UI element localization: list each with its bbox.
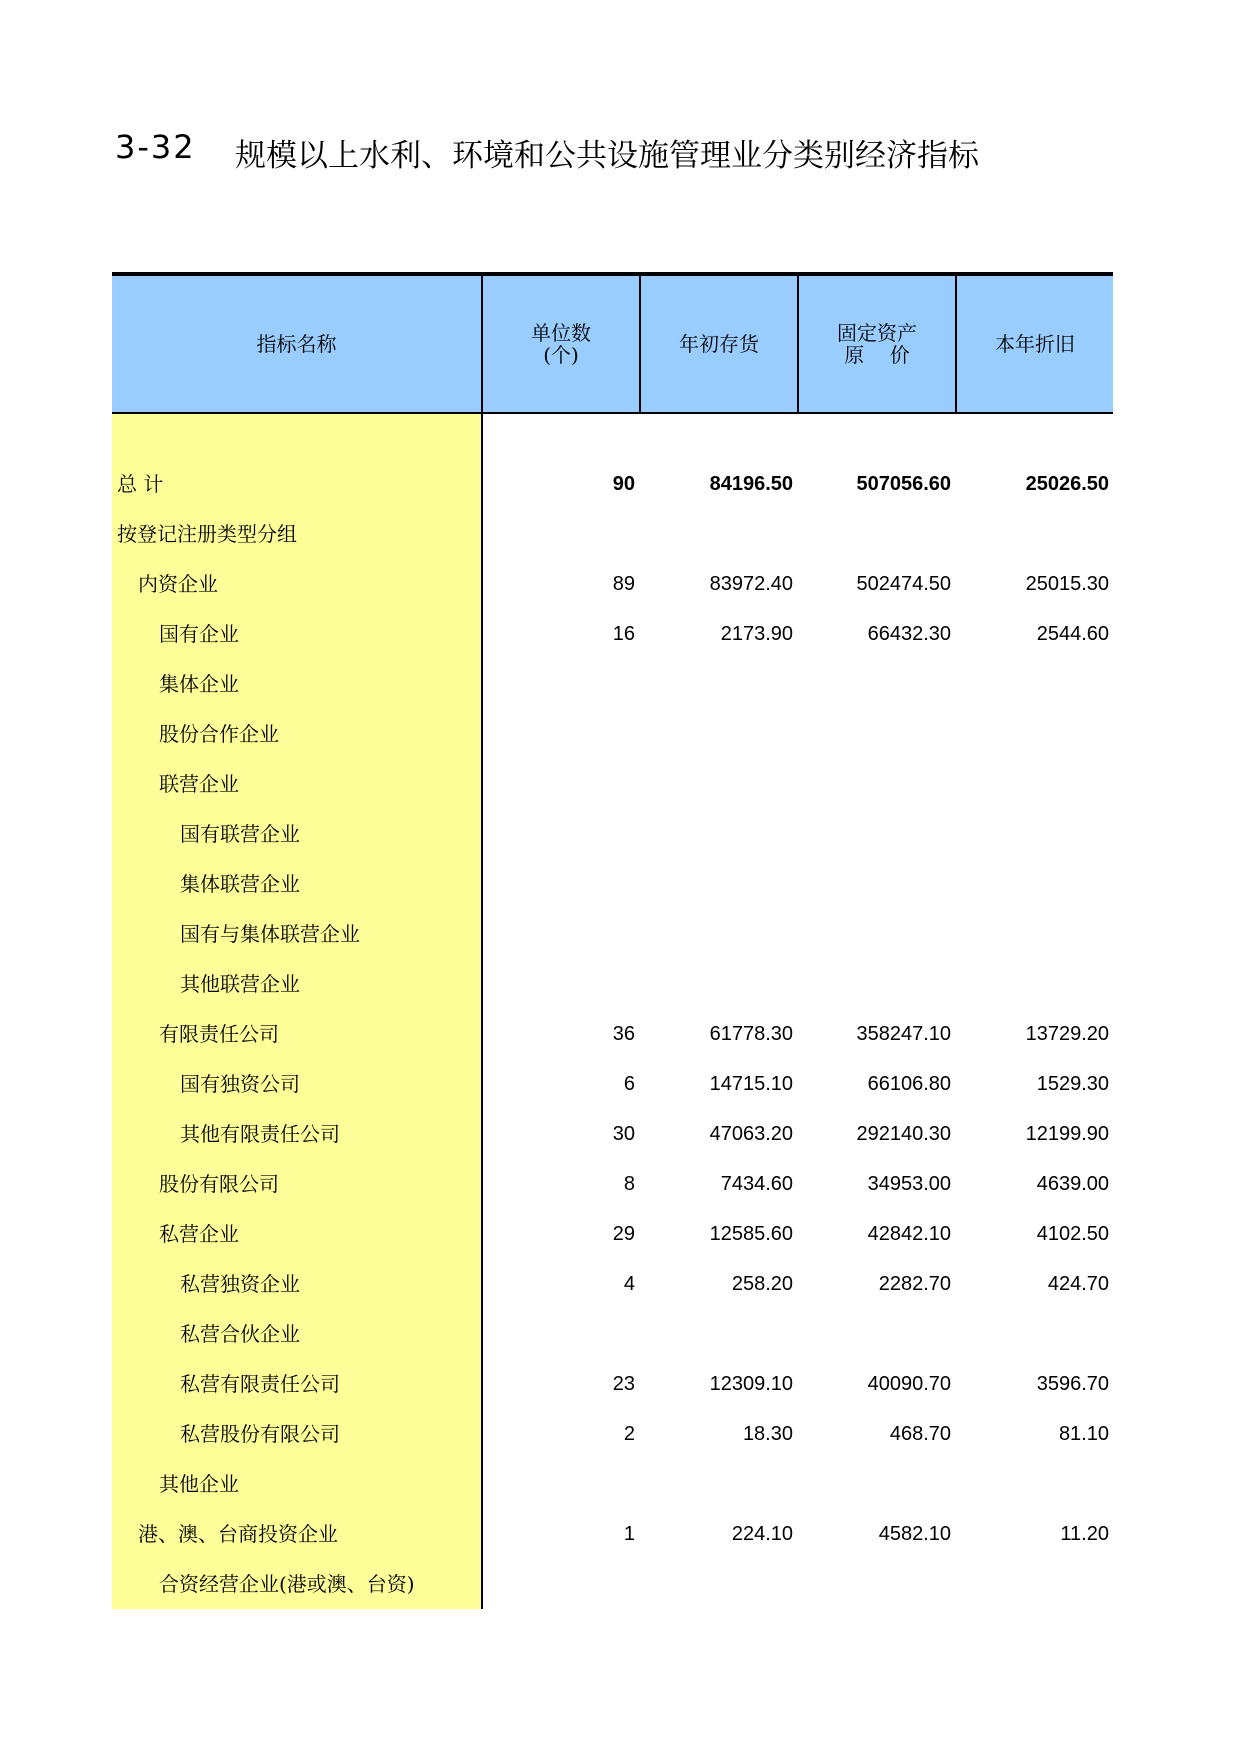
table-row xyxy=(112,1409,1113,1459)
cell-inventory: 7434.60 xyxy=(720,1173,793,1195)
table-row xyxy=(112,559,1113,609)
cell-inventory xyxy=(641,659,793,709)
header-indicator-name: 指标名称 xyxy=(256,332,337,356)
cell-fixed-assets xyxy=(799,859,951,909)
cell-depreciation xyxy=(957,1459,1109,1509)
cell-depreciation xyxy=(957,1559,1109,1609)
row-label: 私营合伙企业 xyxy=(180,1322,300,1346)
header-inventory: 年初存货 xyxy=(679,332,759,356)
row-label: 股份有限公司 xyxy=(159,1172,279,1196)
cell-units: 6 xyxy=(623,1073,635,1095)
cell-depreciation: 25015.30 xyxy=(1025,573,1109,595)
cell-fixed-assets: 502474.50 xyxy=(856,573,951,595)
table-row xyxy=(112,709,1113,759)
cell-depreciation: 2544.60 xyxy=(1036,623,1109,645)
cell-fixed-assets xyxy=(799,759,951,809)
cell-depreciation xyxy=(957,1309,1109,1359)
table-row xyxy=(112,1309,1113,1359)
cell-fixed-assets: 507056.60 xyxy=(856,473,951,495)
table-row xyxy=(112,959,1113,1009)
cell-fixed-assets: 66106.80 xyxy=(867,1073,951,1095)
cell-depreciation xyxy=(957,709,1109,759)
table-row xyxy=(112,1209,1113,1259)
cell-depreciation xyxy=(957,659,1109,709)
cell-inventory xyxy=(641,859,793,909)
row-label: 私营有限责任公司 xyxy=(180,1372,340,1396)
table-row xyxy=(112,859,1113,909)
row-label: 股份合作企业 xyxy=(159,722,279,746)
table-row xyxy=(112,909,1113,959)
table-row xyxy=(112,1159,1113,1209)
table-row xyxy=(112,1059,1113,1109)
row-label: 私营企业 xyxy=(159,1222,239,1246)
cell-depreciation: 424.70 xyxy=(1047,1273,1109,1295)
cell-depreciation xyxy=(957,509,1109,559)
cell-fixed-assets: 34953.00 xyxy=(867,1173,951,1195)
cell-inventory: 84196.50 xyxy=(709,473,793,495)
cell-inventory xyxy=(641,509,793,559)
cell-units: 16 xyxy=(612,623,635,645)
cell-units xyxy=(483,509,635,559)
cell-depreciation xyxy=(957,859,1109,909)
cell-units xyxy=(483,859,635,909)
row-label: 其他企业 xyxy=(159,1472,239,1496)
table-row xyxy=(112,759,1113,809)
cell-fixed-assets: 66432.30 xyxy=(867,623,951,645)
cell-inventory xyxy=(641,709,793,759)
cell-fixed-assets xyxy=(799,809,951,859)
cell-units: 2 xyxy=(623,1423,635,1445)
cell-inventory xyxy=(641,909,793,959)
cell-inventory: 12309.10 xyxy=(709,1373,793,1395)
row-label: 私营独资企业 xyxy=(180,1272,300,1296)
cell-inventory xyxy=(641,1309,793,1359)
row-label: 国有联营企业 xyxy=(180,822,300,846)
row-label: 总 计 xyxy=(117,472,164,496)
row-label: 国有企业 xyxy=(159,622,239,646)
table-row xyxy=(112,509,1113,559)
row-label: 按登记注册类型分组 xyxy=(117,522,297,546)
table-title: 规模以上水利、环境和公共设施管理业分类别经济指标 xyxy=(235,138,979,174)
cell-inventory: 61778.30 xyxy=(709,1023,793,1045)
header-depreciation: 本年折旧 xyxy=(995,332,1075,356)
cell-units xyxy=(483,1559,635,1609)
cell-units: 36 xyxy=(612,1023,635,1045)
row-label: 港、澳、台商投资企业 xyxy=(138,1522,338,1546)
header-fixed-assets: 固定资产 原 价 xyxy=(837,321,917,367)
cell-inventory xyxy=(641,1559,793,1609)
cell-units: 1 xyxy=(623,1523,635,1545)
cell-units: 23 xyxy=(612,1373,635,1395)
table-row xyxy=(112,1009,1113,1059)
cell-inventory: 18.30 xyxy=(742,1423,793,1445)
table-row xyxy=(112,1259,1113,1309)
cell-depreciation: 12199.90 xyxy=(1025,1123,1109,1145)
cell-inventory: 258.20 xyxy=(731,1273,793,1295)
cell-depreciation: 25026.50 xyxy=(1025,473,1109,495)
table-row xyxy=(112,1509,1113,1559)
cell-units xyxy=(483,1459,635,1509)
cell-fixed-assets: 468.70 xyxy=(889,1423,951,1445)
cell-depreciation: 4639.00 xyxy=(1036,1173,1109,1195)
cell-units xyxy=(483,809,635,859)
cell-units xyxy=(483,909,635,959)
table-row xyxy=(112,659,1113,709)
cell-depreciation: 13729.20 xyxy=(1025,1023,1109,1045)
row-label: 联营企业 xyxy=(159,772,239,796)
cell-fixed-assets: 42842.10 xyxy=(867,1223,951,1245)
header-units: 单位数 (个) xyxy=(531,321,591,367)
row-label: 其他联营企业 xyxy=(180,972,300,996)
table-row xyxy=(112,809,1113,859)
table-row xyxy=(112,1109,1113,1159)
cell-units: 4 xyxy=(623,1273,635,1295)
cell-depreciation: 1529.30 xyxy=(1036,1073,1109,1095)
row-label: 合资经营企业(港或澳、台资) xyxy=(159,1572,415,1596)
cell-depreciation: 11.20 xyxy=(1060,1523,1109,1545)
table-number: 3-32 xyxy=(115,128,196,166)
cell-inventory: 224.10 xyxy=(731,1523,793,1545)
table-row xyxy=(112,1459,1113,1509)
cell-depreciation xyxy=(957,809,1109,859)
table-row xyxy=(112,1359,1113,1409)
cell-units xyxy=(483,959,635,1009)
cell-fixed-assets xyxy=(799,709,951,759)
cell-inventory: 47063.20 xyxy=(709,1123,793,1145)
cell-fixed-assets xyxy=(799,659,951,709)
cell-depreciation xyxy=(957,959,1109,1009)
cell-units: 89 xyxy=(612,573,635,595)
cell-fixed-assets xyxy=(799,959,951,1009)
row-label: 内资企业 xyxy=(138,572,218,596)
cell-fixed-assets: 2282.70 xyxy=(878,1273,951,1295)
cell-depreciation: 81.10 xyxy=(1058,1423,1109,1445)
cell-units xyxy=(483,1309,635,1359)
cell-depreciation: 4102.50 xyxy=(1036,1223,1109,1245)
cell-inventory xyxy=(641,1459,793,1509)
cell-inventory: 83972.40 xyxy=(709,573,793,595)
table-row xyxy=(112,459,1113,509)
cell-inventory xyxy=(641,759,793,809)
cell-units: 29 xyxy=(612,1223,635,1245)
table-row xyxy=(112,609,1113,659)
cell-fixed-assets: 40090.70 xyxy=(867,1373,951,1395)
cell-units xyxy=(483,759,635,809)
cell-inventory xyxy=(641,959,793,1009)
cell-fixed-assets xyxy=(799,509,951,559)
cell-fixed-assets xyxy=(799,1559,951,1609)
cell-units: 90 xyxy=(612,473,635,495)
cell-inventory: 12585.60 xyxy=(709,1223,793,1245)
table-row xyxy=(112,1559,1113,1609)
cell-depreciation xyxy=(957,759,1109,809)
cell-fixed-assets: 4582.10 xyxy=(878,1523,951,1545)
cell-fixed-assets: 358247.10 xyxy=(856,1023,951,1045)
cell-units: 8 xyxy=(623,1173,635,1195)
cell-fixed-assets xyxy=(799,1459,951,1509)
cell-inventory: 2173.90 xyxy=(720,623,793,645)
cell-inventory xyxy=(641,809,793,859)
table-header xyxy=(112,276,1113,414)
cell-units xyxy=(483,659,635,709)
cell-units: 30 xyxy=(612,1123,635,1145)
row-label: 其他有限责任公司 xyxy=(180,1122,340,1146)
cell-units xyxy=(483,709,635,759)
row-label: 私营股份有限公司 xyxy=(180,1422,340,1446)
cell-depreciation: 3596.70 xyxy=(1036,1373,1109,1395)
cell-fixed-assets: 292140.30 xyxy=(856,1123,951,1145)
row-label: 国有独资公司 xyxy=(180,1072,300,1096)
row-label: 集体企业 xyxy=(159,672,239,696)
row-label: 国有与集体联营企业 xyxy=(180,922,360,946)
row-label: 集体联营企业 xyxy=(180,872,300,896)
cell-fixed-assets xyxy=(799,1309,951,1359)
row-label: 有限责任公司 xyxy=(159,1022,279,1046)
cell-inventory: 14715.10 xyxy=(709,1073,793,1095)
cell-fixed-assets xyxy=(799,909,951,959)
cell-depreciation xyxy=(957,909,1109,959)
